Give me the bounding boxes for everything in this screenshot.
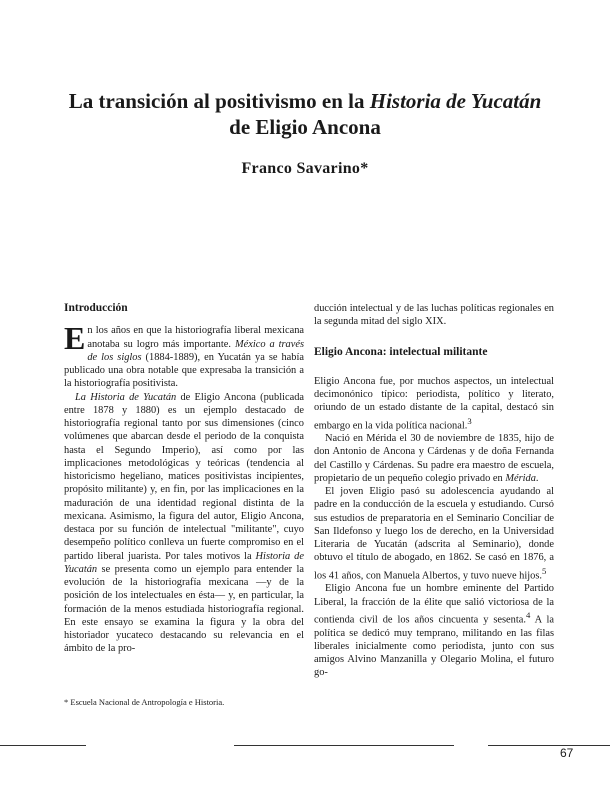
paragraph-text: A la política se dedicó muy temprano, militando en las filas liberales inicialmente como periodista, junto con sus amigos Alvino Manzanilla y Olegario Molina, el futuro go- xyxy=(314,614,554,679)
title-text: La transición al positivismo en la xyxy=(68,89,370,113)
footer-rule xyxy=(0,745,86,746)
footer-rule xyxy=(488,745,610,746)
paragraph-text: (1884-1889), en Yucatán ya se había publicado una obra notable que expresaba la transición a la historiografía positivista. xyxy=(64,351,304,390)
title-line-1 xyxy=(40,88,570,114)
paragraph xyxy=(314,375,554,432)
book-title: Historia de Yucatán xyxy=(64,550,304,575)
paragraph-text: El joven Eligio pasó su adolescencia ayudando al padre en la conducción de la escuela y estudiando. Cursó sus estudios de preparatoria en el Seminario Conciliar de San Ildefonso y luego los de derecho, en la Universidad Literaria de Yucatán (adscrita al Seminario), donde obtuvo el título de abogado, en 1862. Se casó en 1876, a los 41 años, con Manuela Albertos, y tuvo nueve hijos. xyxy=(314,486,554,582)
title-italic-text: Historia de Yucatán xyxy=(369,89,542,113)
paragraph-text: Eligio Ancona fue un hombre eminente del Partido Liberal, la fracción de la élite que salió victoriosa de la contienda civil de los años cincuenta y sesenta. xyxy=(314,583,554,626)
paragraph-text: Nació en Mérida el 30 de noviembre de 1835, hijo de don Antonio de Ancona y Cárdenas y de doña Fernanda del Castillo y Cárdenas. Su padre era maestro de escuela, propietario de un pequeño colegio privado en xyxy=(314,433,554,484)
footnote-marker: 3 xyxy=(467,415,472,426)
drop-cap: E xyxy=(64,320,86,357)
book-title: La Historia de Yucatán xyxy=(75,391,177,403)
paragraph-text: n los años en que la historiografía liberal mexicana anotaba su logro más importante. xyxy=(87,325,304,350)
paragraph xyxy=(314,485,554,582)
paragraph xyxy=(64,320,304,390)
author-name: Franco Savarino* xyxy=(241,160,369,177)
page-number: 67 xyxy=(560,746,574,760)
paragraph xyxy=(64,391,304,656)
paragraph-text: de Eligio Ancona (publicada entre 1878 y 1880) es un ejemplo destacado de historiografía regional tanto por sus dimensiones (cinco volúmenes que abarcan desde el periodo de la conquista hasta el Segundo Imperio), así como por las implicaciones metodológicas y teóricas (tendencia al historicismo hegeliano, matices positivistas incipientes, propósito militante) y, en fin, por las implicaciones en la maduración de una identidad regional distinta de la mexicana. Asimismo, la figura del autor, Eligio Ancona, destaca por su función de intelectual "militante", cuyo desempeño político conlleva un fuerte compromiso en el partido liberal juarista. Por tales motivos la xyxy=(64,391,304,562)
place-name: Mérida xyxy=(505,472,536,484)
footer-rule xyxy=(234,745,454,746)
title-line-2: de Eligio Ancona xyxy=(229,115,381,139)
book-title: México a través de los siglos xyxy=(87,338,304,363)
article-title xyxy=(40,88,570,140)
footnote-marker: 4 xyxy=(525,609,531,620)
right-column xyxy=(314,302,554,680)
section-heading-eligio-ancona: Eligio Ancona: intelectual militante xyxy=(314,345,488,358)
paragraph-text: se presenta como un ejemplo para entender la evolución de la historiografía mexicana —y de la posición de los intelectuales en ésta— y, en particular, la formación de la menos estudiada historiografía regional. En este ensayo se examina la figura y la obra del historiador yucateco destacando su relevancia en el ámbito de la pro- xyxy=(64,563,304,655)
paragraph xyxy=(314,582,554,679)
paragraph-text: Eligio Ancona fue, por muchos aspectos, un intelectual decimonónico típico: periodista, político y literato, oriundo de un estado distante de la capital, destacó sin embargo en la vida política nacional. xyxy=(314,375,554,431)
footnote-marker: 5 xyxy=(542,565,547,576)
paragraph xyxy=(314,432,554,485)
paragraph-continuation: ducción intelectual y de las luchas políticas regionales en la segunda mitad del siglo XIX. xyxy=(314,303,554,328)
section-heading-introduccion: Introducción xyxy=(64,302,128,314)
footnote: * Escuela Nacional de Antropología e Historia. xyxy=(64,697,225,707)
left-column xyxy=(64,302,304,656)
paragraph-text: . xyxy=(535,472,539,484)
